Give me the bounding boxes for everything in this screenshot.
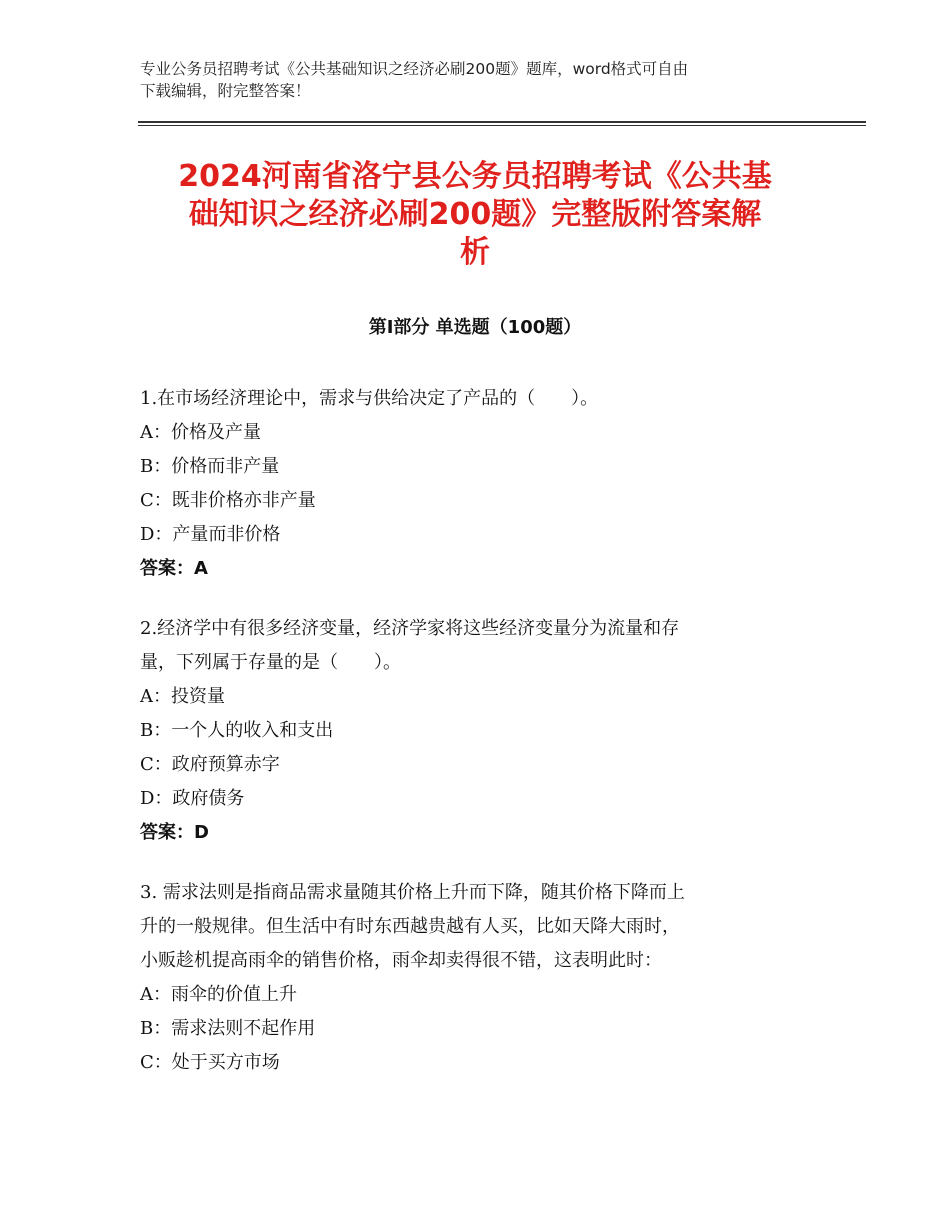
question-stem-continued: 升的一般规律。但生活中有时东西越贵越有人买，比如天降大雨时， xyxy=(140,916,680,937)
question-3 xyxy=(140,876,810,1080)
option-d: D：产量而非价格 xyxy=(140,524,281,545)
option-d: D：政府债务 xyxy=(140,788,245,809)
question-2 xyxy=(140,612,810,850)
option-c: C：既非价格亦非产量 xyxy=(140,490,316,511)
header-rule-thin xyxy=(138,125,866,126)
option-b: B：价格而非产量 xyxy=(140,456,280,477)
header-note-line-1: 专业公务员招聘考试《公共基础知识之经济必刷200题》题库，word格式可自由 xyxy=(140,60,689,78)
option-a: A：投资量 xyxy=(140,686,225,707)
option-b: B：需求法则不起作用 xyxy=(140,1018,316,1039)
document-title-line-3: 析 xyxy=(460,235,490,270)
option-a: A：雨伞的价值上升 xyxy=(140,984,297,1005)
header-note xyxy=(140,58,820,102)
header-note-line-2: 下载编辑，附完整答案！ xyxy=(140,82,311,100)
question-stem: 3. 需求法则是指商品需求量随其价格上升而下降，随其价格下降而上 xyxy=(140,882,685,903)
section-title: 第Ⅰ部分 单选题（100题） xyxy=(368,317,582,338)
question-list xyxy=(140,382,810,1106)
answer: 答案：D xyxy=(140,822,209,843)
question-1 xyxy=(140,382,810,586)
option-c: C：处于买方市场 xyxy=(140,1052,280,1073)
option-b: B：一个人的收入和支出 xyxy=(140,720,334,741)
document-title-line-1: 2024河南省洛宁县公务员招聘考试《公共基 xyxy=(178,159,772,194)
option-a: A：价格及产量 xyxy=(140,422,261,443)
question-stem-continued: 量，下列属于存量的是（ ）。 xyxy=(140,652,401,673)
question-stem: 1.在市场经济理论中，需求与供给决定了产品的（ ）。 xyxy=(140,388,599,409)
question-stem-continued: 小贩趁机提高雨伞的销售价格，雨伞却卖得很不错，这表明此时： xyxy=(140,950,662,971)
document-title-line-2: 础知识之经济必刷200题》完整版附答案解 xyxy=(188,197,762,232)
question-stem: 2.经济学中有很多经济变量，经济学家将这些经济变量分为流量和存 xyxy=(140,618,680,639)
answer: 答案：A xyxy=(140,558,208,579)
header-rule-thick xyxy=(138,121,866,123)
option-c: C：政府预算赤字 xyxy=(140,754,280,775)
document-title xyxy=(138,158,812,272)
